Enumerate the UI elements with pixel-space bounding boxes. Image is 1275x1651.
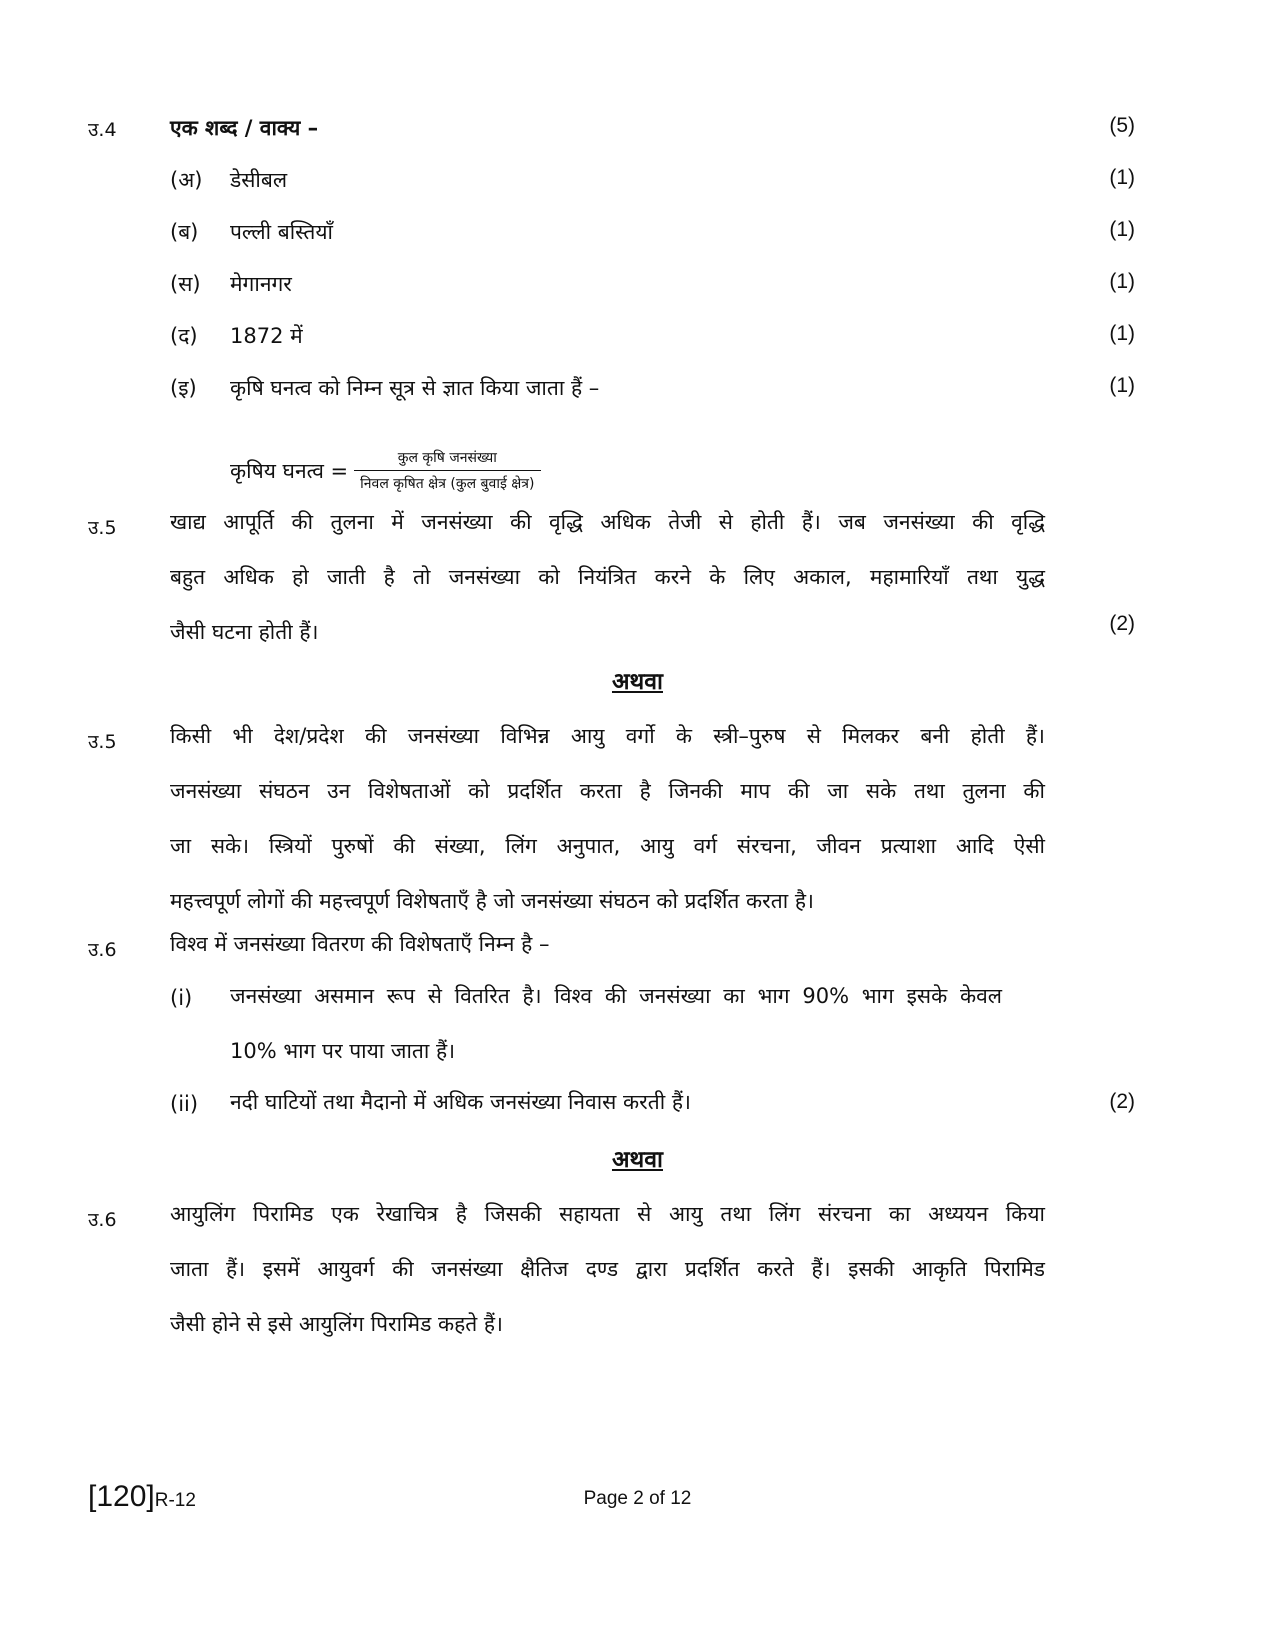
agricultural-density-formula: [230, 448, 541, 493]
q4-item-text: मेगानगर: [230, 272, 292, 296]
answer-line: खाद्य आपूर्ति की तुलना में जनसंख्या की वृद्धि अधिक तेजी से होती हैं। जब जनसंख्या की वृद्धि: [170, 510, 1045, 534]
answer-line: 10% भाग पर पाया जाता हैं।: [230, 1039, 456, 1063]
q6-item-text: [230, 978, 1002, 1088]
q5-answer: [170, 504, 1045, 669]
q4-item-label: (द): [170, 324, 198, 348]
q4-item-label: (स): [170, 272, 201, 296]
q4-item-text: डेसीबल: [230, 168, 288, 192]
answer-line: बहुत अधिक हो जाती है तो जनसंख्या को नियंत्रित करने के लिए अकाल, महामारियाँ तथा युद्ध: [170, 565, 1045, 589]
q4-item-marks: (1): [1109, 270, 1135, 293]
q4-item-marks: (1): [1109, 218, 1135, 241]
formula-fraction: [354, 448, 540, 493]
formula-denominator: निवल कृषित क्षेत्र (कुल बुवाई क्षेत्र): [360, 476, 535, 492]
answer-line: जनसंख्या संघठन उन विशेषताओं को प्रदर्शित करता है जिनकी माप की जा सके तथा तुलना की: [170, 779, 1045, 803]
answer-line: जा सके। स्त्रियों पुरुषों की संख्या, लिंग अनुपात, आयु वर्ग संरचना, जीवन प्रत्याशा आदि ऐसी: [170, 834, 1045, 858]
answer-line: जैसी घटना होती हैं।: [170, 620, 319, 644]
q5-alt-answer: [170, 718, 1045, 938]
q5-alt-number: उ.5: [88, 731, 117, 753]
q4-item-text: पल्ली बस्तियाँ: [230, 220, 333, 244]
page-number: Page 2 of 12: [583, 1488, 692, 1509]
paper-code-suffix: R-12: [154, 1490, 196, 1511]
formula-numerator: कुल कृषि जनसंख्या: [397, 450, 497, 466]
q4-item-marks: (1): [1109, 322, 1135, 345]
q6-number: उ.6: [88, 939, 117, 961]
answer-line: आयुलिंग पिरामिड एक रेखाचित्र है जिसकी सहायता से आयु तथा लिंग संरचना का अध्ययन किया: [170, 1202, 1045, 1226]
q6-alt-answer: [170, 1196, 1045, 1361]
paper-code-main: [120]: [88, 1480, 155, 1513]
q4-item-marks: (1): [1109, 374, 1135, 397]
or-heading: अथवा: [611, 669, 663, 695]
q4-number: उ.4: [88, 119, 117, 141]
q6-item-text: नदी घाटियों तथा मैदानो में अधिक जनसंख्या निवास करती हैं।: [230, 1090, 691, 1114]
q5-number: उ.5: [88, 517, 117, 539]
answer-line: किसी भी देश/प्रदेश की जनसंख्या विभिन्न आयु वर्गो के स्त्री–पुरुष से मिलकर बनी होती हैं।: [170, 724, 1045, 748]
q4-item-label: (ब): [170, 220, 199, 244]
q6-item-label: (i): [170, 986, 193, 1010]
q6-marks: (2): [1109, 1090, 1135, 1113]
q4-item-label: (इ): [170, 376, 197, 400]
q4-item-text: 1872 में: [230, 324, 303, 348]
answer-line: जाता हैं। इसमें आयुवर्ग की जनसंख्या क्षैतिज दण्ड द्वारा प्रदर्शित करते हैं। इसकी आकृति पिरामिड: [170, 1257, 1045, 1281]
answer-line: महत्त्वपूर्ण लोगों की महत्त्वपूर्ण विशेषताएँ है जो जनसंख्या संघठन को प्रदर्शित करता है।: [170, 889, 814, 913]
q4-heading: एक शब्द / वाक्य –: [170, 116, 319, 140]
q4-item-marks: (1): [1109, 166, 1135, 189]
or-heading: अथवा: [611, 1147, 663, 1173]
answer-line: जैसी होने से इसे आयुलिंग पिरामिड कहते हैं।: [170, 1312, 504, 1336]
answer-line: जनसंख्या असमान रूप से वितरित है। विश्व की जनसंख्या का भाग 90% भाग इसके केवल: [230, 984, 1002, 1008]
q5-marks: (2): [1109, 612, 1135, 635]
q6-alt-number: उ.6: [88, 1209, 117, 1231]
q4-item-text: कृषि घनत्व को निम्न सूत्र से ज्ञात किया जाता हैं –: [230, 376, 600, 400]
q6-intro: विश्व में जनसंख्या वितरण की विशेषताएँ निम्न है –: [170, 932, 550, 956]
q4-item-label: (अ): [170, 168, 203, 192]
q6-item-label: (ii): [170, 1092, 199, 1116]
q4-marks: (5): [1109, 114, 1135, 137]
formula-lhs: कृषिय घनत्व =: [230, 458, 349, 483]
